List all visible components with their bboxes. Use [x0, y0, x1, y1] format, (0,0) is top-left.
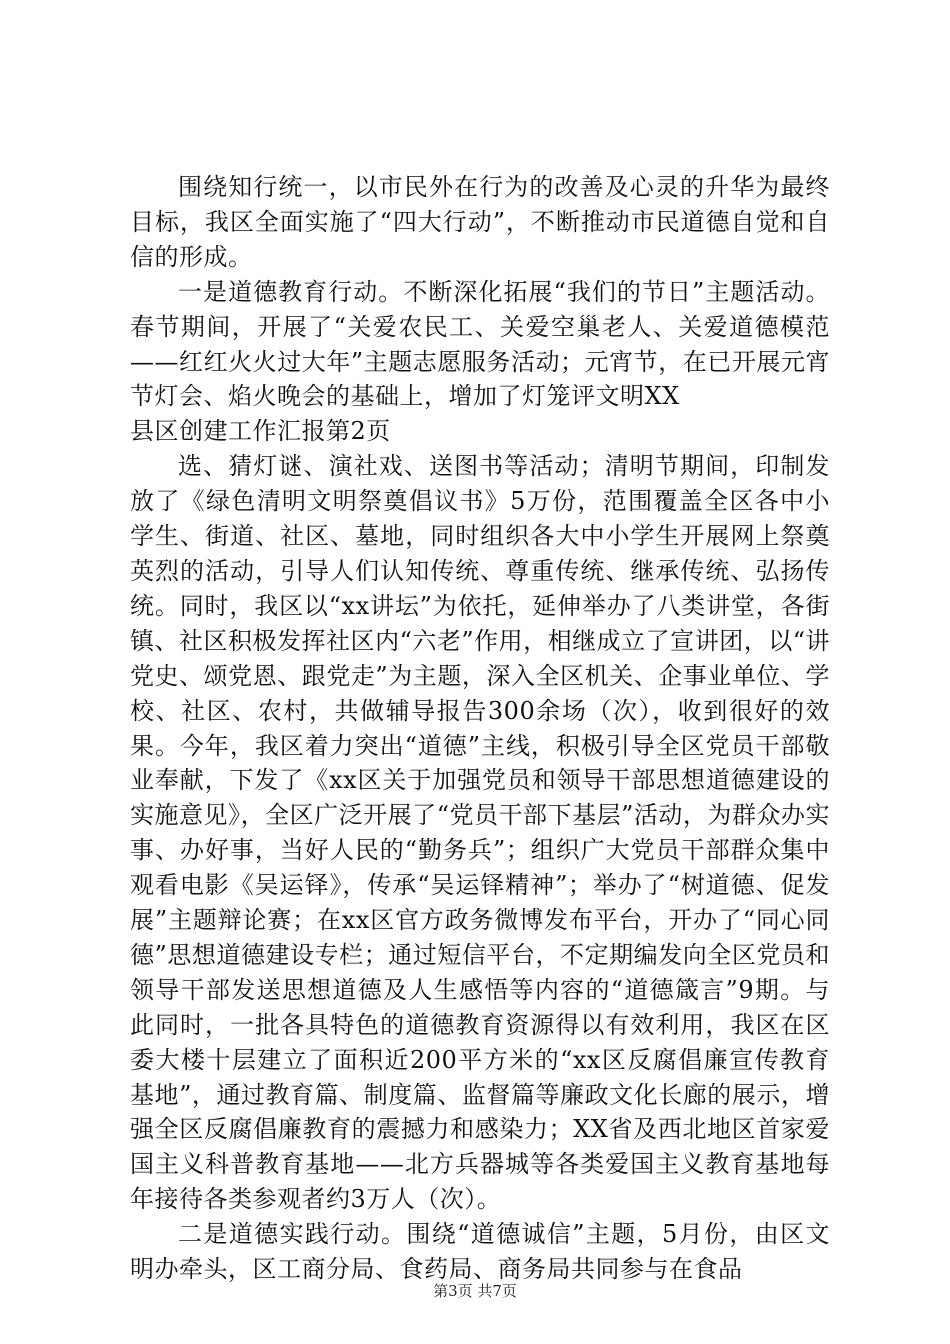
page-footer: 第3页 共7页 — [433, 1282, 517, 1300]
page-break-heading: 县区创建工作汇报第2页 — [130, 417, 391, 446]
paragraph-intro: 围绕知行统一，以市民外在行为的改善及心灵的升华为最终目标，我区全面实施了“四大行动”，不断推动市民道德自觉和自信的形成。 — [130, 173, 830, 271]
paragraph-moral-practice: 二是道德实践行动。围绕“道德诚信”主题，5月份，由区文明办牵头，区工商分局、食药局、商务局共同参与在食品 — [130, 1220, 830, 1284]
paragraph-moral-education-continued: 选、猜灯谜、演社戏、送图书等活动；清明节期间，印制发放了《绿色清明文明祭奠倡议书》5万份，范围覆盖全区各中小学生、街道、社区、墓地，同时组织各大中小学生开展网上祭奠英烈的活动，引导人们认知传统、尊重传统、继承传统、弘扬传统。同时，我区以“xx讲坛”为依托，延伸举办了八类讲堂，各街镇、社区积极发挥社区内“六老”作用，相继成立了宣讲团，以“讲党史、颂党恩、跟党走”为主题，深入全区机关、企事业单位、学校、社区、农村，共做辅导报告300余场（次），收到很好的效果。今年，我区着力突出“道德”主线，积极引导全区党员干部敬业奉献，下发了《xx区关于加强党员和领导干部思想道德建设的实施意见》，全区广泛开展了“党员干部下基层”活动，为群众办实事、办好事，当好人民的“勤务兵”；组织广大党员干部群众集中观看电影《吴运铎》，传承“吴运铎精神”；举办了“树道德、促发展”主题辩论赛；在xx区官方政务微博发布平台，开办了“同心同德”思想道德建设专栏；通过短信平台，不定期编发向全区党员和领导干部发送思想道德及人生感悟等内容的“道德箴言”9期。与此同时，一批各具特色的道德教育资源得以有效利用，我区在区委大楼十层建立了面积近200平方米的“xx区反腐倡廉宣传教育基地”，通过教育篇、制度篇、监督篇等廉政文化长廊的展示，增强全区反腐倡廉教育的震撼力和感染力；XX省及西北地区首家爱国主义科普教育基地——北方兵器城等各类爱国主义教育基地每年接待各类参观者约3万人（次）。 — [130, 452, 830, 1214]
paragraph-moral-education: 一是道德教育行动。不断深化拓展“我们的节日”主题活动。春节期间，开展了“关爱农民工、关爱空巢老人、关爱道德模范——红红火火过大年”主题志愿服务活动；元宵节，在已开展元宵节灯会、焰火晚会的基础上，增加了灯笼评文明XX — [130, 277, 830, 411]
document-body — [130, 170, 830, 1287]
